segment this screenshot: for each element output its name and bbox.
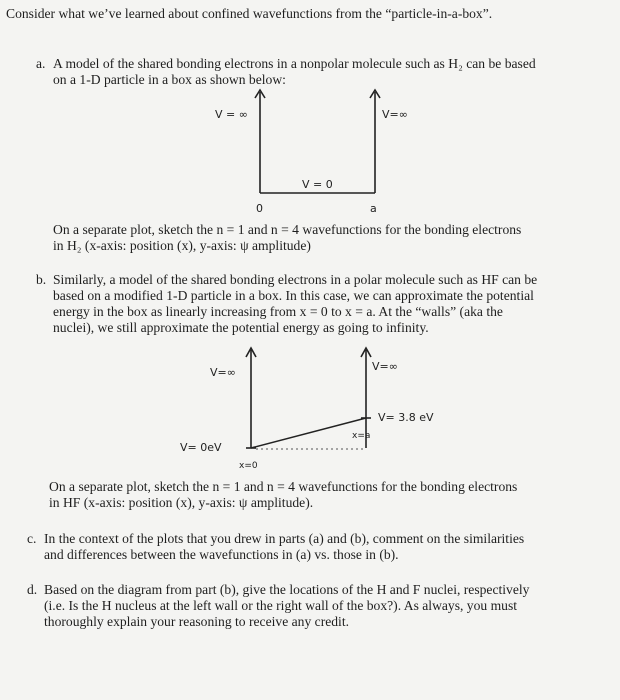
x-a-label-a: a xyxy=(370,202,377,215)
part-c-line-1: In the context of the plots that you drew in parts (a) and (b), comment on the similarities xyxy=(44,531,525,546)
right-level-label-b: V= 3.8 eV xyxy=(378,411,434,424)
part-d-line-3: thoroughly explain your reasoning to receive any credit. xyxy=(44,614,350,629)
part-b-label: b. xyxy=(36,272,47,287)
part-a-task-2: in H₂ (x-axis: position (x), y-axis: ψ amplitude) xyxy=(53,238,311,253)
part-c-line-2: and differences between the wavefunctions in (a) vs. those in (b). xyxy=(44,547,399,562)
right-wall-label-b: V=∞ xyxy=(372,360,398,373)
part-b-task-2: in HF (x-axis: position (x), y-axis: ψ amplitude). xyxy=(49,495,314,510)
intro-text: Consider what we’ve learned about confined wavefunctions from the “particle-in-a-box”. xyxy=(6,6,493,21)
x-zero-label-a: 0 xyxy=(256,202,263,215)
part-d-line-1: Based on the diagram from part (b), give the locations of the H and F nuclei, respectively xyxy=(44,582,530,597)
left-wall-label-b: V=∞ xyxy=(210,366,236,379)
part-b-line-1: Similarly, a model of the shared bonding electrons in a polar molecule such as HF can be xyxy=(53,272,538,287)
part-b-line-3: energy in the box as linearly increasing from x = 0 to x = a. At the “walls” (aka the xyxy=(53,304,503,319)
part-b-task-1: On a separate plot, sketch the n = 1 and n = 4 wavefunctions for the bonding electrons xyxy=(49,479,518,494)
part-a-line-1: A model of the shared bonding electrons in a nonpolar molecule such as H₂ can be based xyxy=(53,56,536,71)
part-d-line-2: (i.e. Is the H nucleus at the left wall or the right wall of the box?). As always, you must xyxy=(44,598,518,613)
x-a-label-b: x=a xyxy=(352,431,371,441)
part-a-line-2: on a 1-D particle in a box as shown below: xyxy=(53,72,286,87)
floor-label-a: V = 0 xyxy=(302,178,333,191)
part-b-line-2: based on a modified 1-D particle in a box. In this case, we can approximate the potential xyxy=(53,288,534,303)
part-c-label: c. xyxy=(27,531,37,546)
part-a-label: a. xyxy=(36,56,46,71)
right-wall-label-a: V=∞ xyxy=(382,108,408,121)
part-b-line-4: nuclei), we still approximate the potential energy as going to infinity. xyxy=(53,320,429,335)
left-wall-label-a: V = ∞ xyxy=(215,108,248,121)
part-d-label: d. xyxy=(27,582,38,597)
potential-slope-b xyxy=(251,418,366,448)
x-zero-label-b: x=0 xyxy=(239,461,258,471)
part-a-task-1: On a separate plot, sketch the n = 1 and n = 4 wavefunctions for the bonding electrons xyxy=(53,222,522,237)
left-level-label-b: V= 0eV xyxy=(180,441,222,454)
